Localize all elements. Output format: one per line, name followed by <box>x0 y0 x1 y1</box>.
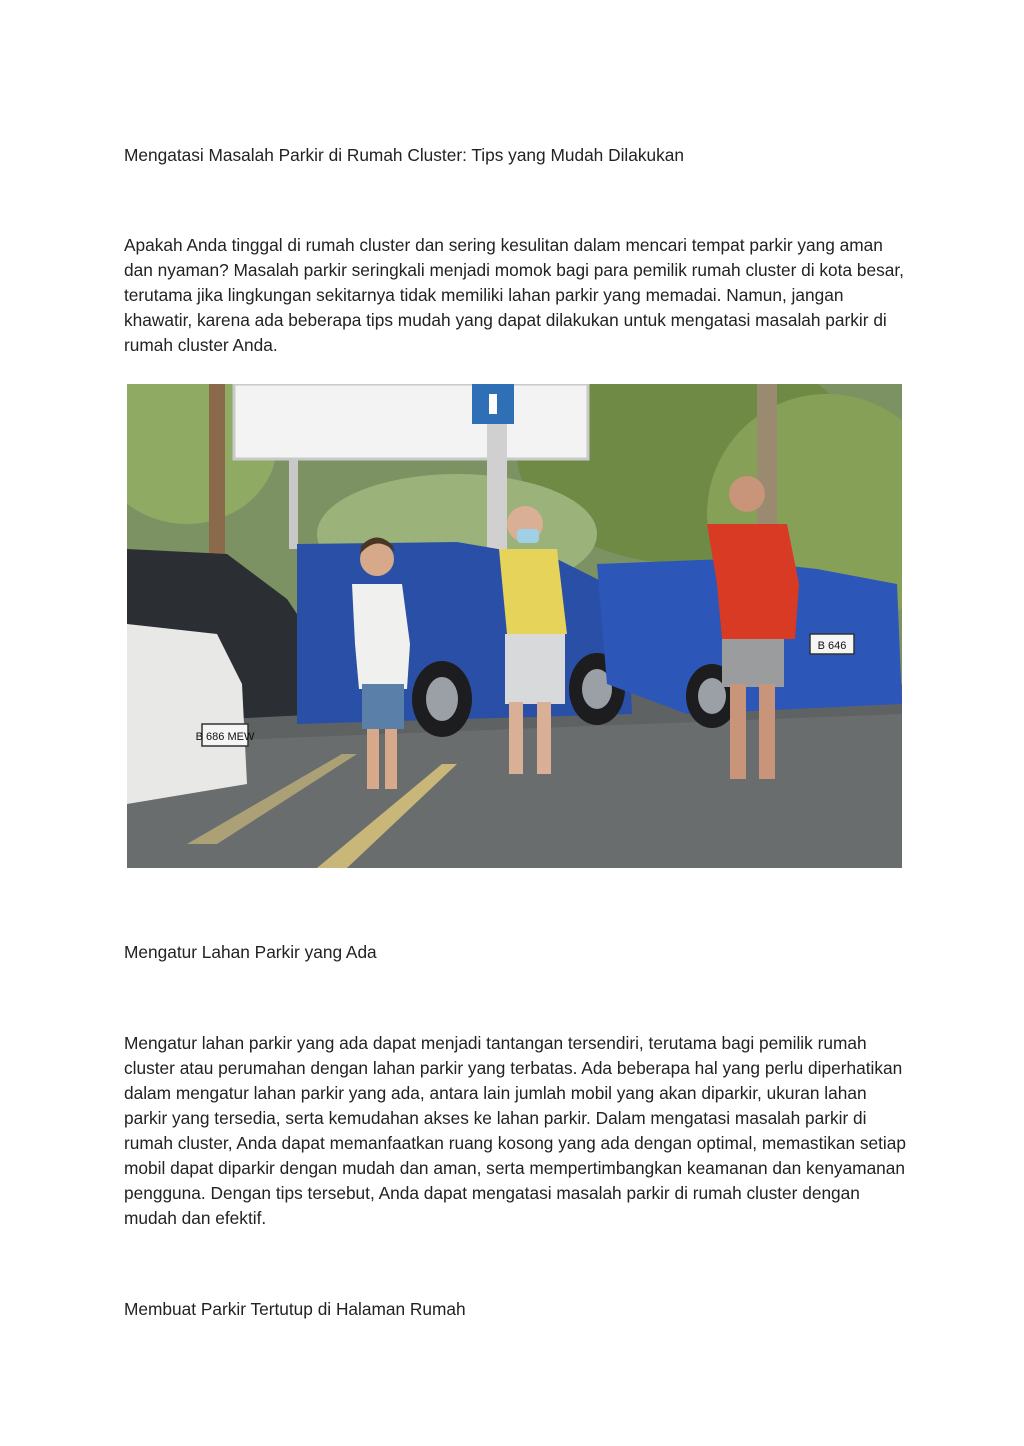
license-plate-right: B 646 <box>817 640 847 652</box>
section-heading-2: Membuat Parkir Tertutup di Halaman Rumah <box>124 1299 466 1319</box>
street-parking-photo <box>127 384 902 868</box>
photo-illustration <box>127 384 902 868</box>
document-title: Mengatasi Masalah Parkir di Rumah Cluster: Tips yang Mudah Dilakukan <box>124 145 684 165</box>
section-heading-1: Mengatur Lahan Parkir yang Ada <box>124 942 377 962</box>
intro-paragraph: Apakah Anda tinggal di rumah cluster dan sering kesulitan dalam mencari tempat parkir yang aman dan nyaman? Masalah parkir seringkali menjadi momok bagi para pemilik rumah cluster di kota besar, terutama jika lingkungan sekitarnya tidak memiliki lahan parkir yang memadai. Namun, jangan khawatir, karena ada beberapa tips mudah yang dapat dilakukan untuk mengatasi masalah parkir di rumah cluster Anda. <box>124 235 904 355</box>
section-body-1: Mengatur lahan parkir yang ada dapat menjadi tantangan tersendiri, terutama bagi pemilik rumah cluster atau perumahan dengan lahan parkir yang terbatas. Ada beberapa hal yang perlu diperhatikan dalam mengatur lahan parkir yang ada, antara lain jumlah mobil yang akan diparkir, ukuran lahan parkir yang tersedia, serta kemudahan akses ke lahan parkir. Dalam mengatasi masalah parkir di rumah cluster, Anda dapat memanfaatkan ruang kosong yang ada dengan optimal, memastikan setiap mobil dapat diparkir dengan mudah dan aman, serta mempertimbangkan keamanan dan kenyamanan pengguna. Dengan tips tersebut, Anda dapat mengatasi masalah parkir di rumah cluster dengan mudah dan efektif. <box>124 1033 906 1228</box>
license-plate-left: B 686 MEW <box>195 731 255 743</box>
